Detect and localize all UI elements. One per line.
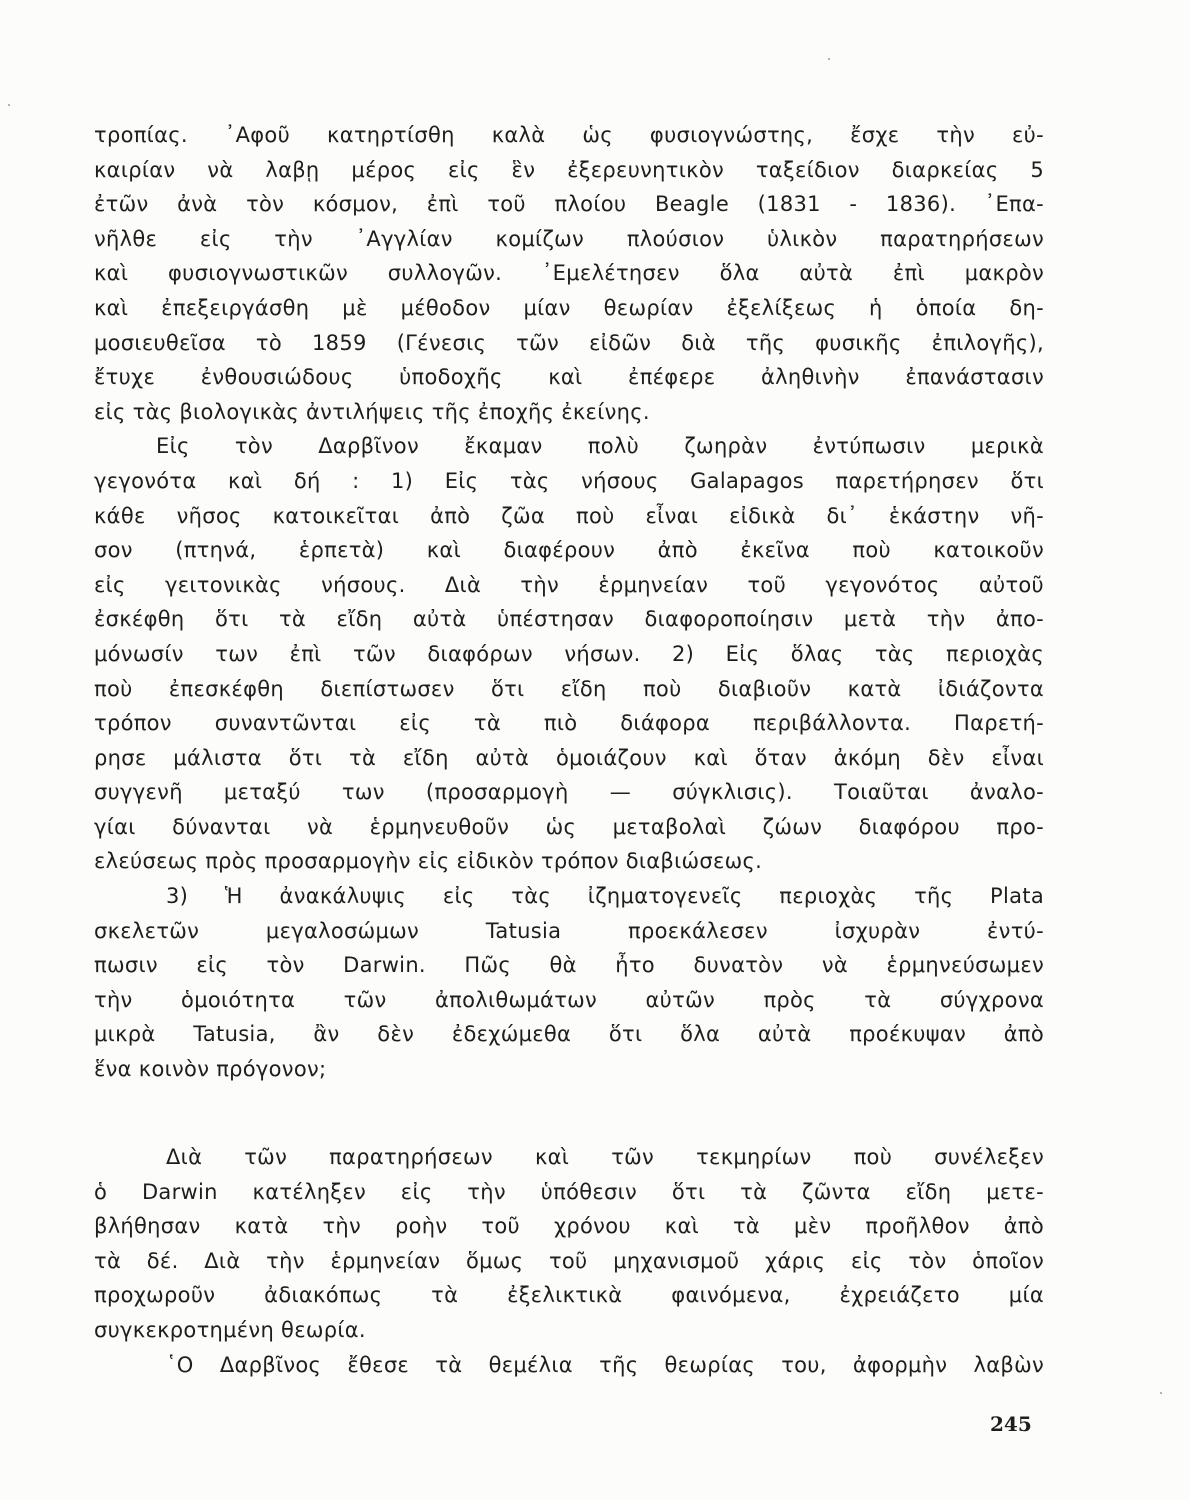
text-line: ὁ Darwin κατέληξεν εἰς τὴν ὑπόθεσιν ὅτι τὰ ζῶντα εἴδη μετε- <box>94 1179 1044 1204</box>
text-line: βλήθησαν κατὰ τὴν ροὴν τοῦ χρόνου καὶ τὰ μὲν προῆλθον ἀπὸ <box>94 1214 1044 1239</box>
text-line: μοσιευθεῖσα τὸ 1859 (Γένεσις τῶν εἰδῶν διὰ τῆς φυσικῆς ἐπιλογῆς), <box>94 330 1044 355</box>
text-line: μόνωσίν των ἐπὶ τῶν διαφόρων νήσων. 2) Εἰς ὅλας τὰς περιοχὰς <box>94 641 1044 666</box>
text-line: ποὺ ἐπεσκέφθη διεπίστωσεν ὅτι εἴδη ποὺ διαβιοῦν κατὰ ἰδιάζοντα <box>94 676 1044 701</box>
text-line: ἐσκέφθη ὅτι τὰ εἴδη αὐτὰ ὑπέστησαν διαφοροποίησιν μετὰ τὴν ἀπο- <box>94 607 1044 632</box>
text-line: ρησε μάλιστα ὅτι τὰ εἴδη αὐτὰ ὁμοιάζουν καὶ ὅταν ἀκόμη δὲν εἶναι <box>94 745 1044 770</box>
text-line: σκελετῶν μεγαλοσώμων Tatusia προεκάλεσεν ἰσχυρὰν ἐντύ- <box>94 918 1044 943</box>
text-line: καὶ φυσιογνωστικῶν συλλογῶν. ᾿Εμελέτησεν ὅλα αὐτὰ ἐπὶ μακρὸν <box>94 261 1044 286</box>
text-line: νῆλθε εἰς τὴν ᾿Αγγλίαν κομίζων πλούσιον ὑλικὸν παρατηρήσεων <box>94 226 1044 251</box>
text-line: ῾Ο Δαρβῖνος ἔθεσε τὰ θεμέλια τῆς θεωρίας του, ἀφορμὴν λαβὼν <box>166 1352 1044 1377</box>
text-line: τροπίας. ᾿Αφοῦ κατηρτίσθη καλὰ ὡς φυσιογνώστης, ἔσχε τὴν εὐ- <box>94 123 1044 147</box>
text-line: Διὰ τῶν παρατηρήσεων καὶ τῶν τεκμηρίων ποὺ συνέλεξεν <box>166 1145 1044 1169</box>
text-line: καιρίαν νὰ λαβῃ μέρος εἰς ἓν ἐξερευνητικὸν ταξείδιον διαρκείας 5 <box>94 157 1044 182</box>
paper-speck <box>828 58 830 60</box>
paper-speck <box>8 104 10 106</box>
text-line: εἰς γειτονικὰς νήσους. Διὰ τὴν ἑρμηνείαν τοῦ γεγονότος αὐτοῦ <box>94 572 1044 597</box>
main-paragraphs <box>94 118 1044 1087</box>
text-line: τρόπον συναντῶνται εἰς τὰ πιὸ διάφορα περιβάλλοντα. Παρετή- <box>94 711 1044 736</box>
text-line: ελεύσεως πρὸς προσαρμογὴν εἰς εἰδικὸν τρόπον διαβιώσεως. <box>94 849 763 874</box>
text-line: προχωροῦν ἀδιακόπως τὰ ἐξελικτικὰ φαινόμενα, ἐχρειάζετο μία <box>94 1283 1044 1308</box>
text-line: γίαι δύνανται νὰ ἑρμηνευθοῦν ὡς μεταβολαὶ ζώων διαφόρου προ- <box>94 814 1044 839</box>
page-number: 245 <box>990 1412 1032 1436</box>
text-line: ἕνα κοινὸν πρόγονον; <box>94 1057 327 1082</box>
text-line: 3) Ἡ ἀνακάλυψις εἰς τὰς ἰζηματογενεῖς περιοχὰς τῆς Plata <box>166 884 1044 909</box>
text-line: καὶ ἐπεξειργάσθη μὲ μέθοδον μίαν θεωρίαν ἐξελίξεως ἡ ὁποία δη- <box>94 295 1044 320</box>
text-line: μικρὰ Tatusia, ἂν δὲν ἐδεχώμεθα ὅτι ὅλα αὐτὰ προέκυψαν ἀπὸ <box>94 1022 1044 1047</box>
text-line: κάθε νῆσος κατοικεῖται ἀπὸ ζῶα ποὺ εἶναι εἰδικὰ δι᾿ ἑκάστην νῆ- <box>94 503 1044 528</box>
text-line: συγκεκροτημένη θεωρία. <box>94 1317 366 1342</box>
text-line: γεγονότα καὶ δή : 1) Εἰς τὰς νήσους Galapagos παρετήρησεν ὅτι <box>94 468 1044 493</box>
text-line: Εἰς τὸν Δαρβῖνον ἔκαμαν πολὺ ζωηρὰν ἐντύπωσιν μερικὰ <box>156 434 1044 459</box>
text-line: πωσιν εἰς τὸν Darwin. Πῶς θὰ ἦτο δυνατὸν νὰ ἑρμηνεύσωμεν <box>94 953 1044 978</box>
closing-paragraphs <box>94 1140 1044 1382</box>
text-line: τὰ δέ. Διὰ τὴν ἑρμηνείαν ὅμως τοῦ μηχανισμοῦ χάρις εἰς τὸν ὁποῖον <box>94 1248 1044 1273</box>
text-line: εἰς τὰς βιολογικὰς ἀντιλήψεις τῆς ἐποχῆς ἐκείνης. <box>94 399 650 424</box>
text-line: συγγενῆ μεταξύ των (προσαρμογὴ — σύγκλισις). Τοιαῦται ἀναλο- <box>94 780 1044 805</box>
text-line: τὴν ὁμοιότητα τῶν ἀπολιθωμάτων αὐτῶν πρὸς τὰ σύγχρονα <box>94 987 1044 1012</box>
text-line: ἐτῶν ἀνὰ τὸν κόσμον, ἐπὶ τοῦ πλοίου Beagle (1831 - 1836). ᾿Επα- <box>94 192 1044 217</box>
paper-speck <box>1160 1392 1162 1394</box>
text-line: σον (πτηνά, ἑρπετὰ) καὶ διαφέρουν ἀπὸ ἐκεῖνα ποὺ κατοικοῦν <box>94 538 1044 563</box>
text-line: ἔτυχε ἐνθουσιώδους ὑποδοχῆς καὶ ἐπέφερε ἀληθινὴν ἐπανάστασιν <box>94 365 1044 390</box>
